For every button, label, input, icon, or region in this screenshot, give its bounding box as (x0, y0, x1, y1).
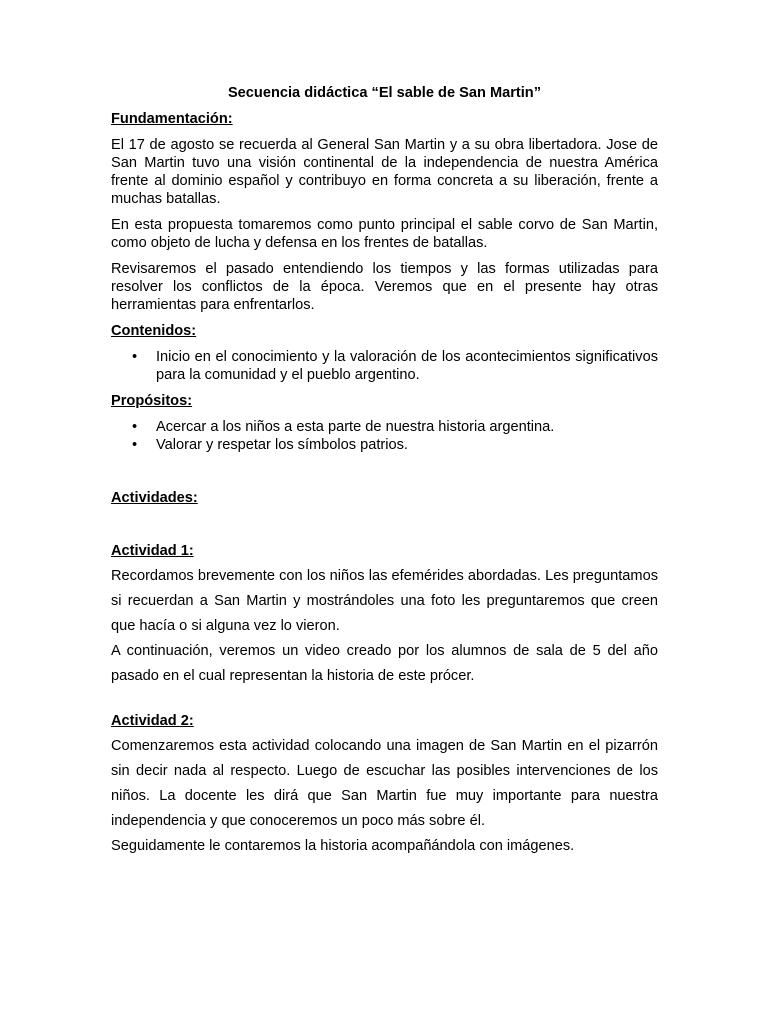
actividad-2-heading: Actividad 2: (111, 713, 194, 729)
propositos-list-item: • Acercar a los niños a esta parte de nuestra historia argentina. (111, 418, 658, 436)
document-title: Secuencia didáctica “El sable de San Martin” (227, 85, 542, 101)
contenidos-list-item: • Inicio en el conocimiento y la valoración de los acontecimientos significativos para la comunidad y el pueblo argentino. (111, 348, 658, 384)
fundamentacion-paragraph-2: En esta propuesta tomaremos como punto principal el sable corvo de San Martin, como objeto de lucha y defensa en los frentes de batallas. (111, 217, 658, 251)
actividad-1-paragraph-1: Recordamos brevemente con los niños las efemérides abordadas. Les preguntamos si recuerdan a San Martin y mostrándoles una foto les preguntaremos que creen que hacía o si alguna vez lo vieron. (111, 568, 658, 634)
propositos-heading: Propósitos: (111, 393, 193, 409)
document-page (111, 84, 658, 859)
contenidos-heading: Contenidos: (111, 323, 197, 339)
contenidos-list (111, 348, 658, 384)
fundamentacion-heading: Fundamentación: (111, 111, 233, 127)
spacer (111, 511, 658, 539)
actividad-2-paragraph-2: Seguidamente le contaremos la historia acompañándola con imágenes. (111, 838, 575, 854)
actividad-1-paragraph-2: A continuación, veremos un video creado por los alumnos de sala de 5 del año pasado en el cual representan la historia de este prócer. (111, 643, 658, 684)
spacer (111, 689, 658, 709)
actividad-2-paragraph-1: Comenzaremos esta actividad colocando una imagen de San Martin en el pizarrón sin decir nada al respecto. Luego de escuchar las posibles intervenciones de los niños. La docente les dirá que San Martin fue muy importante para nuestra independencia y que conoceremos un poco más sobre él. (111, 738, 658, 829)
actividad-1-heading: Actividad 1: (111, 543, 194, 559)
propositos-list-item: • Valorar y respetar los símbolos patrios. (111, 436, 658, 454)
actividades-heading: Actividades: (111, 490, 198, 506)
propositos-list (111, 418, 658, 454)
spacer (111, 462, 658, 486)
fundamentacion-paragraph-1: El 17 de agosto se recuerda al General San Martin y a su obra libertadora. Jose de San Martin tuvo una visión continental de la independencia de nuestra América frente al dominio español y contribuyo en forma concreta a su liberación, frente a muchas batallas. (111, 137, 658, 207)
fundamentacion-paragraph-3: Revisaremos el pasado entendiendo los tiempos y las formas utilizadas para resolver los conflictos de la época. Veremos que en el presente hay otras herramientas para enfrentarlos. (111, 261, 658, 313)
